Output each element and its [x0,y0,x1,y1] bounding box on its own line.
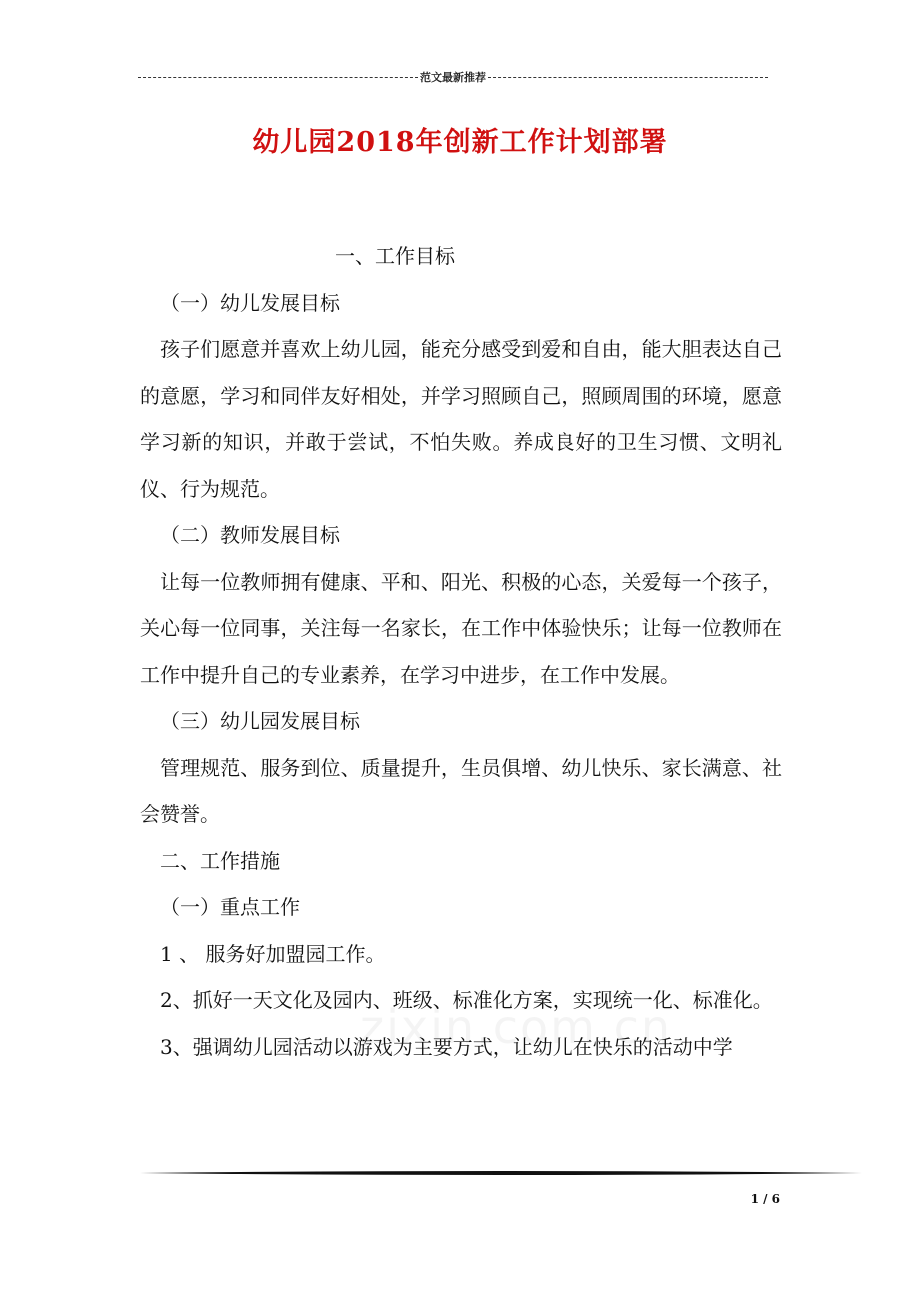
paragraph: （三）幼儿园发展目标 [160,709,360,733]
document-title: 幼儿园2018年创新工作计划部署 [252,127,668,158]
header-dash-right [488,77,768,78]
page-header [138,68,768,86]
paragraph: 让每一位教师拥有健康、平和、阳光、积极的心态，关爱每一个孩子，关心每一位同事，关注每一名家长，在工作中体验快乐；让每一位教师在工作中提升自己的专业素养，在学习中进步，在工作中发展。 [140,569,782,687]
paragraph: 孩子们愿意并喜欢上幼儿园，能充分感受到爱和自由，能大胆表达自己的意愿，学习和同伴友好相处，并学习照顾自己，照顾周围的环境，愿意学习新的知识，并敢于尝试，不怕失败。养成良好的卫生习惯、文明礼仪、行为规范。 [140,337,782,501]
paragraph: 管理规范、服务到位、质量提升，生员俱增、幼儿快乐、家长满意、社会赞誉。 [140,755,782,826]
paragraph: 二、工作措施 [160,848,280,873]
paragraph: 一、工作目标 [335,244,455,268]
footer-rule [140,1170,862,1176]
paragraph: 3、强调幼儿园活动以游戏为主要方式，让幼儿在快乐的活动中学 [160,1034,733,1059]
paragraph: （一）幼儿发展目标 [160,290,340,315]
paragraph: 2、抓好一天文化及园内、班级、标准化方案，实现统一化、标准化。 [160,988,773,1012]
paragraph: 1 、 服务好加盟园工作。 [160,941,386,966]
header-dash-left [138,77,418,78]
paragraph: （一）重点工作 [160,895,300,919]
header-label: 范文最新推荐 [420,71,486,84]
paragraph: （二）教师发展目标 [160,523,340,547]
page-number: 1 / 6 [750,1192,780,1206]
document-body [140,233,782,1070]
